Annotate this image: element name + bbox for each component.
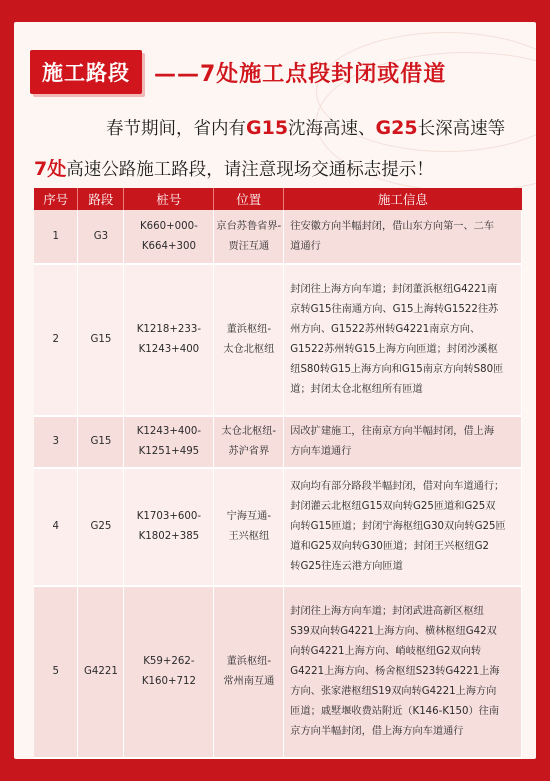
cell-info-line: 封闭灌云北枢纽G15双向转G25匝道和G25双: [290, 501, 496, 512]
highlight-g15: G15: [246, 117, 289, 139]
header-stake: 桩号: [124, 188, 214, 210]
cell-stake: [124, 468, 214, 586]
cell-location-line: 苏沪省界: [228, 446, 270, 457]
cell-location-line: 宁海互通-: [226, 511, 272, 522]
cell-location-line: 太仓北枢纽-: [221, 426, 277, 437]
cell-stake-line: K1218+233-: [136, 324, 202, 335]
intro-line-1: [34, 108, 524, 149]
cell-info-line: G4221上海方向、杨舍枢纽S23转G4221上海: [290, 666, 500, 677]
cell-road: G15: [78, 264, 124, 416]
cell-road: G25: [78, 468, 124, 586]
cell-info: [284, 264, 522, 416]
header-info: 施工信息: [284, 188, 522, 210]
cell-info: [284, 468, 522, 586]
cell-no: 1: [34, 210, 78, 264]
header-no: 序号: [34, 188, 78, 210]
header-road: 路段: [78, 188, 124, 210]
cell-location-line: 董浜枢纽-: [226, 324, 272, 335]
cell-stake-line: K660+000-: [139, 220, 198, 232]
cell-road: G3: [78, 210, 124, 264]
cell-location: [214, 210, 284, 264]
table-row: [34, 468, 522, 586]
cell-info-line: 匝道；戚墅堰收费站附近（K146-K150）往南: [290, 706, 500, 717]
highlight-count: 7处: [34, 158, 67, 180]
cell-info-line: S39双向转G4221上海方向、横林枢纽G42双: [290, 626, 497, 637]
cell-road: G15: [78, 416, 124, 468]
cell-info-line: 封闭往上海方向车道；封闭武进高新区枢纽: [290, 606, 484, 617]
highlight-g25: G25: [375, 117, 418, 139]
cell-info-line: 京转G15往南通方向、G15上海转G1522往苏: [290, 304, 499, 315]
cell-info-line: 往安徽方向半幅封闭，借山东方向第一、二车: [290, 220, 495, 232]
section-header: [30, 50, 446, 94]
cell-info-line: 方向车道通行: [290, 446, 352, 457]
table-row: [34, 210, 522, 264]
cell-info-line: 道通行: [290, 240, 321, 252]
header-location: 位置: [214, 188, 284, 210]
construction-table: [34, 188, 522, 759]
intro-text: 长深高速等: [417, 119, 506, 139]
cell-stake: [124, 416, 214, 468]
cell-info-line: 京方向半幅封闭，借上海方向车道通行: [290, 726, 464, 737]
cell-location: [214, 416, 284, 468]
intro-line-2: [34, 149, 524, 190]
cell-stake-line: K1251+495: [138, 446, 200, 457]
cell-stake-line: K1243+400-: [136, 426, 202, 437]
cell-location: [214, 264, 284, 416]
cell-no: 2: [34, 264, 78, 416]
cell-info-line: 方向、张家港枢纽S19双向转G4221上海方向: [290, 686, 497, 697]
section-tag: 施工路段: [30, 50, 142, 94]
cell-location-line: 董浜枢纽-: [226, 656, 272, 667]
intro-paragraph: [34, 108, 524, 190]
cell-stake: [124, 210, 214, 264]
cell-location-line: 常州南互通: [223, 676, 275, 687]
intro-text: 高速公路施工路段，请注意现场交通标志提示！: [66, 160, 434, 180]
cell-location: [214, 586, 284, 758]
cell-no: 5: [34, 586, 78, 758]
cell-info-line: 道和G25双向转G30匝道；封闭王兴枢纽G2: [290, 541, 489, 552]
cell-location: [214, 468, 284, 586]
cell-info-line: 双向均有部分路段半幅封闭，借对向车道通行；: [290, 481, 505, 492]
cell-info-line: 州方向、G1522苏州转G4221南京方向、: [290, 324, 481, 335]
cell-info-line: 因改扩建施工，往南京方向半幅封闭，借上海: [290, 426, 495, 437]
cell-info-line: 转G25往连云港方向匝道: [290, 561, 403, 572]
table-row: [34, 264, 522, 416]
cell-stake-line: K1703+600-: [136, 511, 202, 522]
cell-location-line: 太仓北枢纽: [223, 344, 275, 355]
cell-info: [284, 210, 522, 264]
cell-info: [284, 416, 522, 468]
cell-stake: [124, 586, 214, 758]
cell-road: G4221: [78, 586, 124, 758]
table-row: [34, 586, 522, 758]
cell-info-line: 向转G15匝道；封闭宁海枢纽G30双向转G25匝: [290, 521, 506, 532]
cell-stake-line: K59+262-: [143, 656, 195, 667]
cell-stake-line: K664+300: [141, 240, 196, 252]
cell-info-line: 向转G4221上海方向、峭岐枢纽G2双向转: [290, 646, 482, 657]
table-header-row: [34, 188, 522, 210]
content-card: [14, 22, 536, 759]
section-headline: ——7处施工点段封闭或借道: [154, 61, 447, 87]
cell-info: [284, 586, 522, 758]
cell-location-line: 贾汪互通: [228, 240, 270, 252]
cell-stake-line: K1802+385: [138, 531, 200, 542]
cell-info-line: 道；封闭太仓北枢纽所有匝道: [290, 384, 423, 395]
cell-location-line: 王兴枢纽: [228, 531, 270, 542]
cell-info-line: 纽S80转G15上海方向和G15南京方向转S80匝: [290, 364, 504, 375]
cell-location-line: 京台苏鲁省界-: [216, 220, 282, 232]
cell-stake-line: K160+712: [141, 676, 196, 687]
cell-stake: [124, 264, 214, 416]
cell-stake-line: K1243+400: [138, 344, 200, 355]
intro-text: 沈海高速、: [288, 119, 376, 139]
cell-info-line: G1522苏州转G15上海方向匝道；封闭沙溪枢: [290, 344, 498, 355]
table-row: [34, 416, 522, 468]
cell-info-line: 封闭往上海方向车道；封闭董浜枢纽G4221南: [290, 284, 498, 295]
cell-no: 3: [34, 416, 78, 468]
cell-no: 4: [34, 468, 78, 586]
intro-text: 春节期间，省内有: [106, 119, 246, 139]
